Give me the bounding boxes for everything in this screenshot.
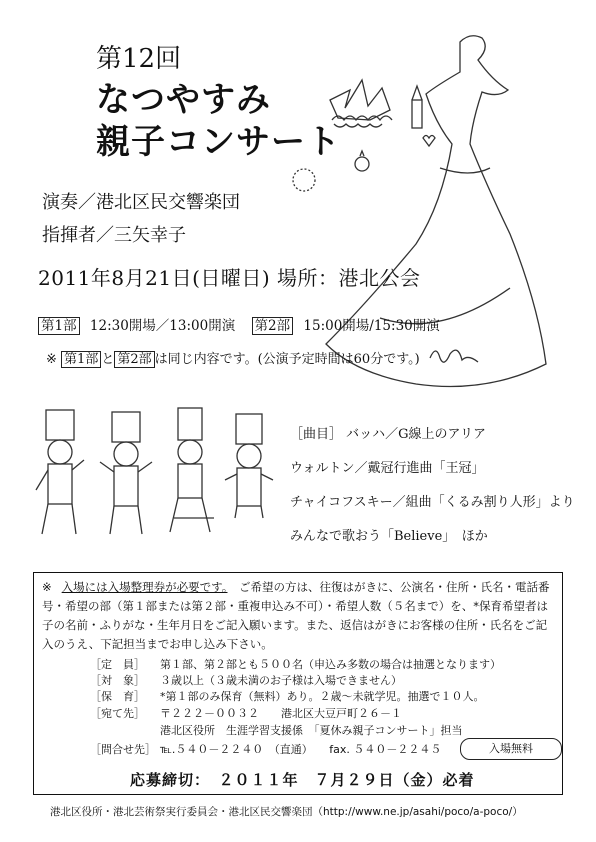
info-row bbox=[90, 741, 441, 757]
soldier-icon bbox=[225, 414, 273, 518]
footer-organizers bbox=[50, 804, 523, 819]
note-mark: ※ bbox=[46, 352, 57, 367]
part2-label: 第2部 bbox=[252, 317, 294, 335]
info-value: 港北区役所 生涯学習支援係 「夏休み親子コンサート」担当 bbox=[160, 724, 463, 737]
info-value: 〒２２２－００３２ 港北区大豆戸町２６－１ bbox=[160, 707, 402, 720]
intro-requirement: 入場には入場整理券が必要です。 bbox=[61, 580, 228, 594]
info-row bbox=[90, 705, 402, 721]
info-key: ［保 育］ bbox=[90, 690, 145, 703]
info-row bbox=[90, 672, 402, 688]
info-value: 第１部、第２部とも５００名（申込み多数の場合は抽選となります） bbox=[160, 658, 501, 671]
nutcracker-soldiers-illustration bbox=[28, 400, 288, 550]
info-key: ［対 象］ bbox=[90, 674, 145, 687]
info-key: ［宛て先］ bbox=[90, 707, 145, 720]
website-link[interactable]: http://www.ne.jp/asahi/poco/a-poco/ bbox=[323, 806, 513, 818]
title-line-2: 親子コンサート bbox=[96, 122, 341, 162]
intro-details: ご希望の方は、往復はがきに、公演名・住所・氏名・電話番号・希望の部（第１部または第２部・重複申込み不可）・希望人数（５名まで）を、*保育希望者は子の名前・ふりがな・生年月日をご記入願います。また、返信はがきにお客様の住所・氏名をご記入のうえ、下記担当までお申し込み下さい。 bbox=[42, 580, 550, 651]
note-rest: は同じ内容です。(公演予定時間は60分です。) bbox=[154, 352, 420, 367]
free-admission-badge: 入場無料 bbox=[460, 738, 562, 760]
info-key: ［問合せ先］ bbox=[90, 743, 156, 756]
part2-time: 15:00開場/15:30開演 bbox=[303, 318, 440, 334]
note-conj: と bbox=[101, 352, 115, 367]
soldier-icon bbox=[170, 408, 214, 532]
date-venue-line: 2011年8月21日(日曜日) 場所：港北公会 bbox=[38, 266, 421, 290]
note-part1: 第1部 bbox=[61, 351, 101, 368]
info-value: *第１部のみ保育（無料）あり。２歳～未就学児。抽選で１０人。 bbox=[160, 690, 485, 703]
part1-label: 第1部 bbox=[38, 317, 80, 335]
ring-icon bbox=[355, 157, 369, 171]
tiara-icon bbox=[330, 80, 390, 120]
session-note bbox=[46, 348, 420, 367]
organizers-text: 港北区役所・港北芸術祭実行委員会・港北区民交響楽団（ bbox=[50, 806, 323, 818]
orchestra-line: 演奏／港北区民交響楽団 bbox=[42, 192, 240, 213]
info-row bbox=[90, 656, 501, 672]
info-value: ３歳以上（３歳未満のお子様は入場できません） bbox=[160, 674, 402, 687]
application-intro bbox=[42, 578, 554, 654]
note-part2: 第2部 bbox=[114, 351, 154, 368]
info-row bbox=[90, 722, 463, 738]
soldier-icon bbox=[36, 410, 84, 534]
conductor-line: 指揮者／三矢幸子 bbox=[42, 225, 186, 246]
title-edition: 第12回 bbox=[96, 44, 182, 74]
program-item: ［曲目］ バッハ／G線上のアリア bbox=[290, 427, 486, 442]
application-deadline: 応募締切： ２０１１年 ７月２９日（金）必着 bbox=[130, 771, 475, 789]
info-value: ℡.５４０－２２４０ （直通） fax. ５４０－２２４５ bbox=[160, 743, 442, 756]
title-line-1: なつやすみ bbox=[96, 80, 271, 120]
program-item: みんなで歌おう「Believe」 ほか bbox=[290, 529, 488, 544]
footer-close: ） bbox=[512, 806, 523, 818]
sessions-line bbox=[38, 314, 440, 334]
necklace-icon bbox=[293, 169, 315, 191]
intro-mark: ※ bbox=[42, 580, 52, 594]
part1-time: 12:30開場／13:00開演 bbox=[89, 318, 236, 334]
program-item: ウォルトン／戴冠行進曲「王冠」 bbox=[290, 461, 485, 476]
program-list bbox=[290, 418, 575, 554]
info-key: ［定 員］ bbox=[90, 658, 145, 671]
program-item: チャイコフスキー／組曲「くるみ割り人形」より bbox=[290, 495, 575, 510]
info-row bbox=[90, 688, 485, 704]
soldier-icon bbox=[100, 412, 152, 534]
lipstick-icon bbox=[412, 100, 422, 128]
